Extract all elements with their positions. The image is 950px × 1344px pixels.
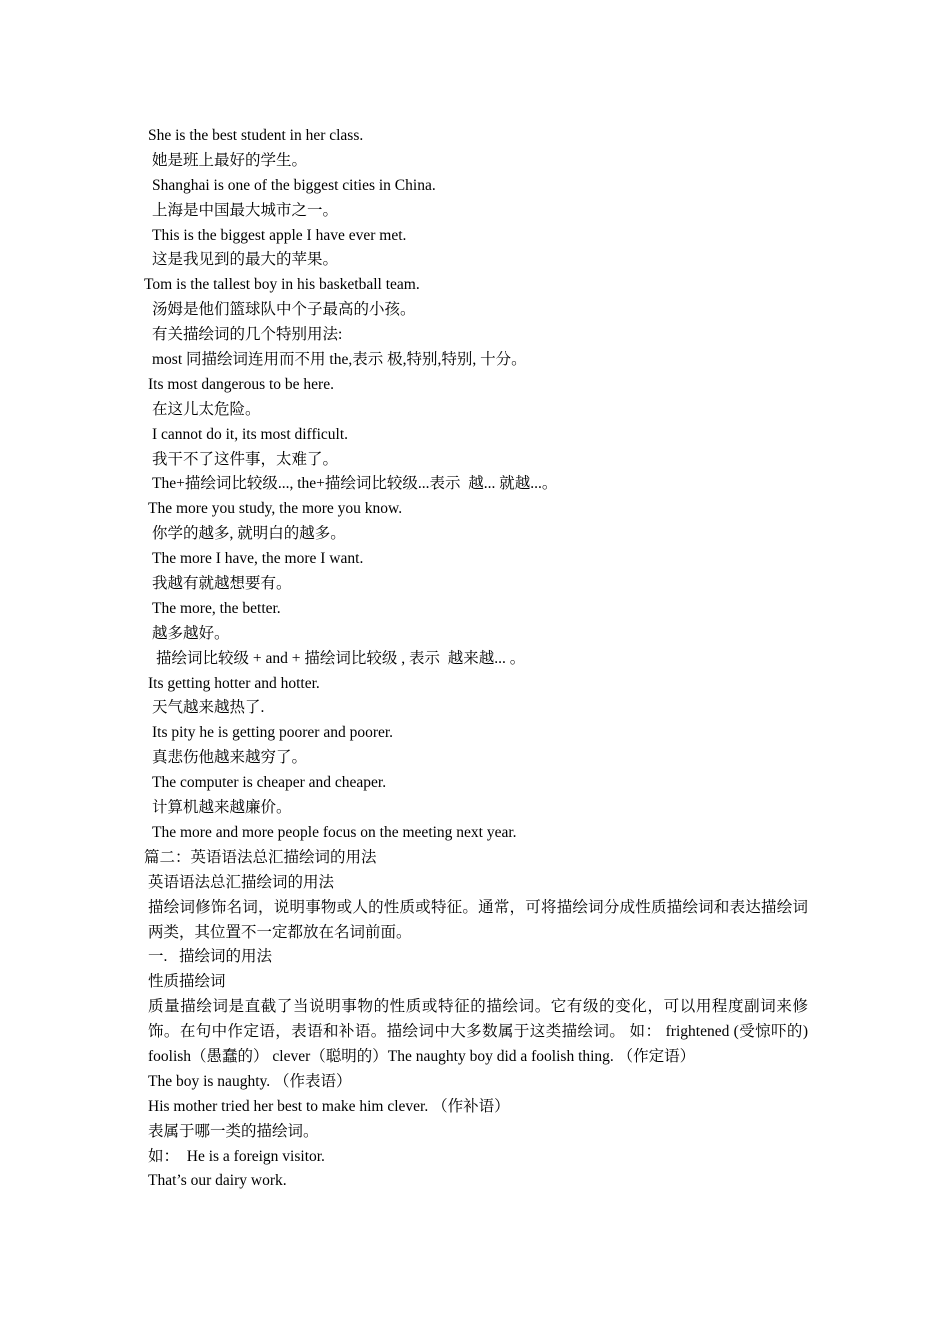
- text-line: 这是我见到的最大的苹果。: [152, 251, 339, 269]
- text-line: That’s our dairy work.: [148, 1172, 287, 1190]
- text-line: 我越有就越想要有。: [152, 575, 292, 593]
- text-line: 天气越来越热了.: [152, 699, 265, 717]
- text-line: 计算机越来越廉价。: [152, 799, 292, 817]
- text-line: Its most dangerous to be here.: [148, 375, 334, 393]
- section-heading: 篇二：英语语法总汇描绘词的用法: [144, 848, 377, 866]
- text-line: 英语语法总汇描绘词的用法: [148, 873, 335, 891]
- text-line: 如： He is a foreign visitor.: [148, 1147, 325, 1165]
- text-line: 描绘词比较级 + and + 描绘词比较级 , 表示 越来越... 。: [156, 649, 526, 667]
- text-line: Shanghai is one of the biggest cities in China.: [152, 176, 436, 194]
- text-line: She is the best student in her class.: [148, 127, 364, 144]
- text-line: 上海是中国最大城市之一。: [152, 201, 339, 219]
- text-line: The boy is naughty. （作表语）: [148, 1072, 352, 1090]
- text-line: 汤姆是他们篮球队中个子最高的小孩。: [152, 301, 416, 319]
- paragraph: 描绘词修饰名词，说明事物或人的性质或特征。通常，可将描绘词分成性质描绘词和表达描绘词两类，其位置不一定都放在名词前面。: [148, 898, 808, 941]
- text-line: The+描绘词比较级..., the+描绘词比较级...表示 越... 就越...。: [152, 475, 558, 493]
- document-body: [144, 124, 808, 1194]
- text-line: His mother tried her best to make him clever. （作补语）: [148, 1097, 510, 1115]
- text-line: This is the biggest apple I have ever met.: [152, 226, 407, 244]
- paragraph: 质量描绘词是直截了当说明事物的性质或特征的描绘词。它有级的变化，可以用程度副词来修饰。在句中作定语，表语和补语。描绘词中大多数属于这类描绘词。 如： frightened (受惊吓的) foolish（愚蠢的） clever（聪明的）The naughty boy did a foolish thing. （作定语）: [148, 998, 808, 1066]
- text-line: 越多越好。: [152, 624, 230, 642]
- text-line: 性质描绘词: [148, 973, 226, 991]
- text-line: The more and more people focus on the meeting next year.: [152, 823, 517, 841]
- text-line: Tom is the tallest boy in his basketball team.: [144, 276, 420, 294]
- text-line: I cannot do it, its most difficult.: [152, 425, 349, 443]
- text-line: Its pity he is getting poorer and poorer.: [152, 724, 394, 742]
- text-line: 一. 描绘词的用法: [148, 948, 273, 966]
- text-line: The more, the better.: [152, 599, 281, 617]
- text-line: The more I have, the more I want.: [152, 550, 364, 568]
- text-line: 在这儿太危险。: [152, 400, 261, 418]
- text-line: 真悲伤他越来越穷了。: [152, 749, 308, 767]
- text-line: 表属于哪一类的描绘词。: [148, 1122, 319, 1140]
- text-line: 她是班上最好的学生。: [152, 151, 308, 169]
- text-line: Its getting hotter and hotter.: [148, 674, 320, 692]
- text-line: 我干不了这件事，太难了。: [152, 450, 339, 468]
- text-line: The computer is cheaper and cheaper.: [152, 774, 387, 792]
- text-line: The more you study, the more you know.: [148, 500, 403, 518]
- text-line: 你学的越多, 就明白的越多。: [152, 525, 346, 543]
- text-line: most 同描绘词连用而不用 the,表示 极,特别,特别, 十分。: [152, 351, 527, 369]
- text-line: 有关描绘词的几个特别用法:: [152, 326, 343, 344]
